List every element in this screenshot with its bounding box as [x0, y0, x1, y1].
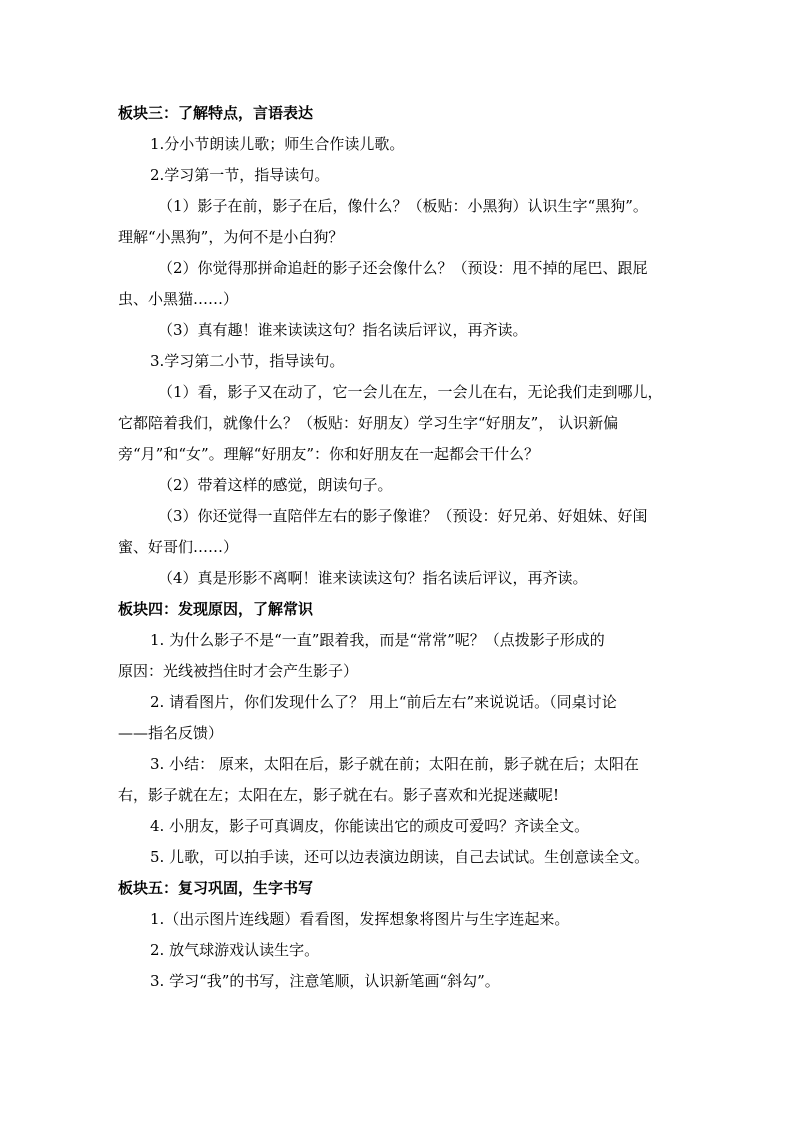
paragraph-line: 旁“月”和“女”。理解“好朋友”：你和好朋友在一起都会干什么？	[118, 445, 540, 463]
paragraph-line: 2.学习第一节，指导读句。	[150, 166, 330, 184]
paragraph-line: 理解“小黑狗”，为何不是小白狗？	[118, 228, 344, 246]
paragraph-line: （4）真是形影不离啊！谁来读读这句？指名读后评议，再齐读。	[158, 569, 588, 587]
section-heading: 板块五：复习巩固，生字书写	[118, 879, 314, 897]
paragraph-line: 虫、小黑猫……）	[118, 290, 239, 308]
paragraph-line: 5. 儿歌，可以拍手读，还可以边表演边朗读，自己去试试。生创意读全文。	[150, 848, 650, 866]
paragraph-line: （2）你觉得那拼命追赶的影子还会像什么？（预设：甩不掉的尾巴、跟屁	[158, 259, 648, 277]
paragraph-line: 2. 请看图片，你们发现什么了？ 用上“前后左右”来说说话。（同桌讨论	[150, 693, 617, 711]
paragraph-line: （3）真有趣！谁来读读这句？指名读后评议，再齐读。	[158, 321, 528, 339]
paragraph-line: 4. 小朋友，影子可真调皮，你能读出它的顽皮可爱吗？齐读全文。	[150, 817, 590, 835]
paragraph-line: 3. 小结： 原来，太阳在后，影子就在前；太阳在前，影子就在后；太阳在	[150, 755, 639, 773]
paragraph-line: 3.学习第二小节，指导读句。	[150, 352, 345, 370]
paragraph-line: 2. 放气球游戏认读生字。	[150, 941, 320, 959]
paragraph-line: 3. 学习“我”的书写，注意笔顺，认识新笔画“斜勾”。	[150, 972, 500, 990]
paragraph-line: （1）看，影子又在动了，它一会儿在左，一会儿在右，无论我们走到哪儿，	[158, 383, 663, 401]
paragraph-line: （1）影子在前，影子在后，像什么？（板贴：小黑狗）认识生字“黑狗”。	[158, 197, 648, 215]
paragraph-line: 右，影子就在左；太阳在左，影子就在右。影子喜欢和光捉迷藏呢!	[118, 786, 560, 804]
paragraph-line: ——指名反馈）	[118, 724, 224, 742]
paragraph-line: （2）带着这样的感觉，朗读句子。	[158, 476, 393, 494]
paragraph-line: 原因：光线被挡住时才会产生影子）	[118, 662, 359, 680]
paragraph-line: 蜜、好哥们……）	[118, 538, 239, 556]
section-heading: 板块三：了解特点，言语表达	[118, 104, 314, 122]
paragraph-line: （3）你还觉得一直陪伴左右的影子像谁？（预设：好兄弟、好姐妹、好闺	[158, 507, 648, 525]
document-body	[118, 98, 678, 997]
paragraph-line: 1.（出示图片连线题）看看图，发挥想象将图片与生字连起来。	[150, 910, 570, 928]
paragraph-line: 1. 为什么影子不是“一直”跟着我，而是“常常”呢？（点拨影子形成的	[150, 631, 605, 649]
paragraph-line: 1.分小节朗读儿歌；师生合作读儿歌。	[150, 135, 405, 153]
section-heading: 板块四：发现原因，了解常识	[118, 600, 314, 618]
paragraph-line: 它都陪着我们，就像什么？（板贴：好朋友）学习生字“好朋友”， 认识新偏	[118, 414, 619, 432]
